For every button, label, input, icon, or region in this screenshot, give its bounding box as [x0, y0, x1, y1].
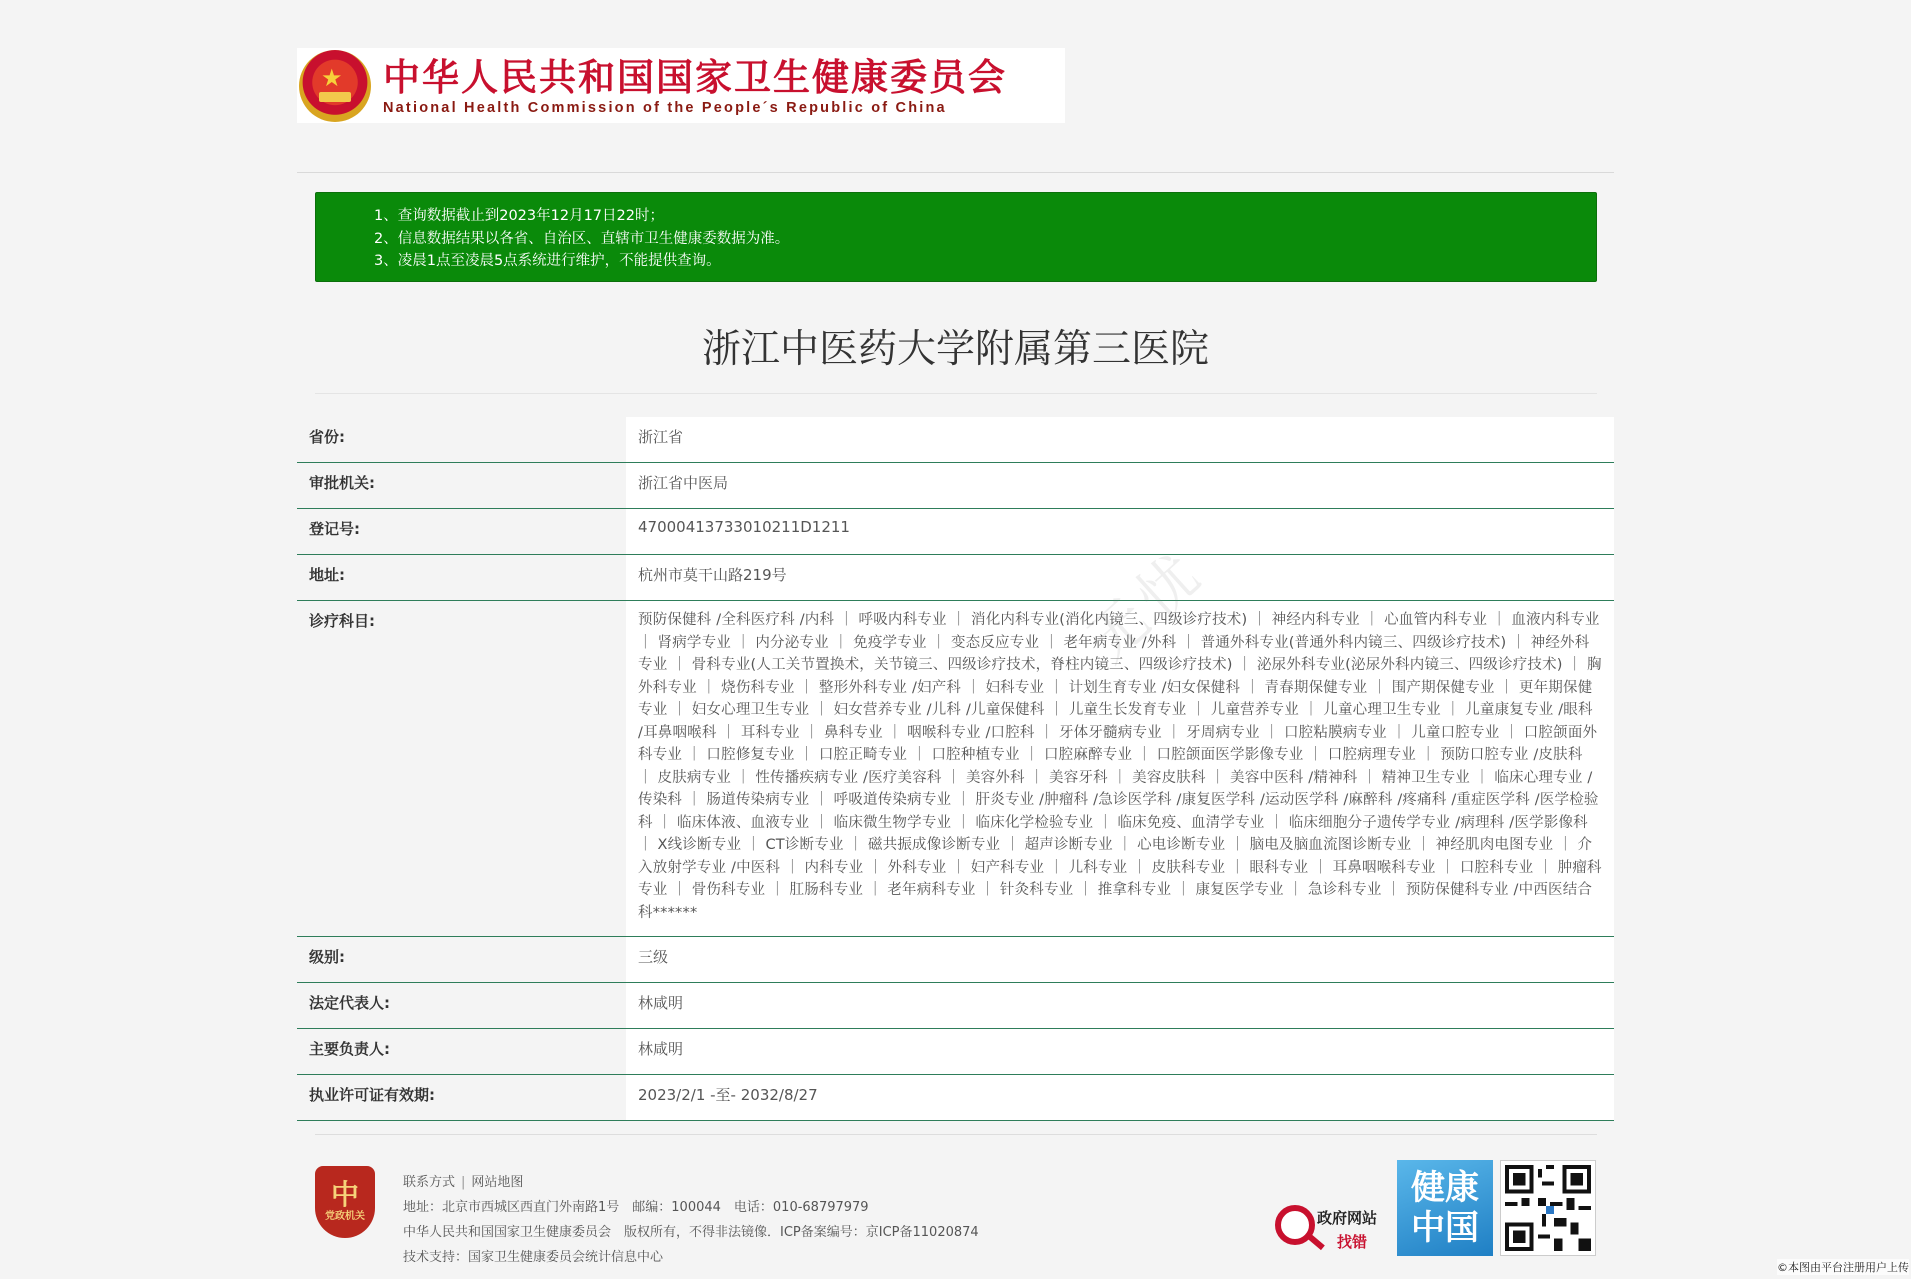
notice-line: 2、信息数据结果以各省、自治区、直辖市卫生健康委数据为准。	[374, 230, 790, 247]
row-address	[297, 555, 1614, 601]
footer-link-sitemap[interactable]: 网站地图	[471, 1175, 524, 1190]
footer-support: 技术支持：国家卫生健康委员会统计信息中心	[403, 1250, 664, 1265]
footer-divider	[315, 1134, 1597, 1135]
notice-line: 1、查询数据截止到2023年12月17日22时；	[374, 208, 664, 224]
row-level	[297, 937, 1614, 983]
field-label: 法定代表人:	[309, 994, 390, 1012]
row-principal	[297, 1029, 1614, 1075]
field-label: 执业许可证有效期:	[309, 1086, 435, 1104]
field-value: 三级	[626, 937, 1614, 982]
row-province	[297, 417, 1614, 463]
national-emblem-icon: ★	[299, 50, 371, 122]
gov-site-error-report-button[interactable]	[1275, 1199, 1387, 1255]
hospital-title: 浙江中医药大学附属第三医院	[701, 327, 1209, 372]
field-value: 47000413733010211D1211	[626, 509, 1614, 554]
footer-copyright: 中华人民共和国国家卫生健康委员会 版权所有，不得非法镜像．ICP备案编号：京ICP备11020874	[403, 1225, 979, 1240]
org-name-en: National Health Commission of the People´s Republic of China	[383, 99, 947, 116]
health-china-logo[interactable]	[1397, 1160, 1493, 1256]
badge-text: 党政机关	[325, 1211, 365, 1222]
field-label: 级别:	[309, 948, 345, 966]
field-value: 林咸明	[626, 983, 1614, 1028]
nhc-banner[interactable]	[297, 48, 1065, 123]
health-china-bottom: 中国	[1411, 1208, 1479, 1248]
row-registration-number	[297, 509, 1614, 555]
field-label: 地址:	[309, 566, 345, 584]
badge-glyph: 中	[330, 1178, 359, 1211]
field-label: 登记号:	[309, 520, 360, 538]
party-organ-badge-icon[interactable]	[315, 1166, 375, 1238]
magnifier-icon	[1275, 1205, 1315, 1245]
field-value: 2023/2/1 -至- 2032/8/27	[626, 1075, 1614, 1120]
field-value: 林咸明	[626, 1029, 1614, 1074]
field-label: 诊疗科目:	[309, 612, 375, 630]
upload-credit: ©本图由平台注册用户上传	[1777, 1261, 1909, 1274]
field-value: 浙江省中医局	[626, 463, 1614, 508]
row-license-validity	[297, 1075, 1614, 1121]
footer-info: 联系方式 | 网站地图 地址：北京市西城区西直门外南路1号 邮编：100044 电话：010-68797979 中华人民共和国国家卫生健康委员会 版权所有，不得非法镜像．ICP备案编号：京ICP备11020874 技术支持：国家卫生健康委员会统计信息中心	[403, 1170, 979, 1270]
row-approval-authority	[297, 463, 1614, 509]
departments-list: 预防保健科 /全科医疗科 /内科 ｜ 呼吸内科专业 ｜ 消化内科专业(消化内镜三、四级诊疗技术) ｜ 神经内科专业 ｜ 心血管内科专业 ｜ 血液内科专业 ｜ 肾病学专业 ｜ 内分泌专业 ｜ 免疫学专业 ｜ 变态反应专业 ｜ 老年病专业 /外科 ｜ 普通外科专业(普通外科内镜三、四级诊疗技术) ｜ 神经外科专业 ｜ 骨科专业(人工关节置换术，关节镜三、四级诊疗技术，脊柱内镜三、四级诊疗技术) ｜ 泌尿外科专业(泌尿外科内镜三、四级诊疗技术) ｜ 胸外科专业 ｜ 烧伤科专业 ｜ 整形外科专业 /妇产科 ｜ 妇科专业 ｜ 计划生育专业 /妇女保健科 ｜ 青春期保健专业 ｜ 围产期保健专业 ｜ 更年期保健专业 ｜ 妇女心理卫生专业 ｜ 妇女营养专业 /儿科 /儿童保健科 ｜ 儿童生长发育专业 ｜ 儿童营养专业 ｜ 儿童心理卫生专业 ｜ 儿童康复专业 /眼科 /耳鼻咽喉科 ｜ 耳科专业 ｜ 鼻科专业 ｜ 咽喉科专业 /口腔科 ｜ 牙体牙髓病专业 ｜ 牙周病专业 ｜ 口腔粘膜病专业 ｜ 儿童口腔专业 ｜ 口腔颌面外科专业 ｜ 口腔修复专业 ｜ 口腔正畸专业 ｜ 口腔种植专业 ｜ 口腔麻醉专业 ｜ 口腔颌面医学影像专业 ｜ 口腔病理专业 ｜ 预防口腔专业 /皮肤科 ｜ 皮肤病专业 ｜ 性传播疾病专业 /医疗美容科 ｜ 美容外科 ｜ 美容牙科 ｜ 美容皮肤科 ｜ 美容中医科 /精神科 ｜ 精神卫生专业 ｜ 临床心理专业 /传染科 ｜ 肠道传染病专业 ｜ 呼吸道传染病专业 ｜ 肝炎专业 /肿瘤科 /急诊医学科 /康复医学科 /运动医学科 /麻醉科 /疼痛科 /重症医学科 /医学检验科 ｜ 临床体液、血液专业 ｜ 临床微生物学专业 ｜ 临床化学检验专业 ｜ 临床免疫、血清学专业 ｜ 临床细胞分子遗传学专业 /病理科 /医学影像科 ｜ X线诊断专业 ｜ CT诊断专业 ｜ 磁共振成像诊断专业 ｜ 超声诊断专业 ｜ 心电诊断专业 ｜ 脑电及脑血流图诊断专业 ｜ 神经肌肉电图专业 ｜ 介入放射学专业 /中医科 ｜ 内科专业 ｜ 外科专业 ｜ 妇产科专业 ｜ 儿科专业 ｜ 皮肤科专业 ｜ 眼科专业 ｜ 耳鼻咽喉科专业 ｜ 口腔科专业 ｜ 肿瘤科专业 ｜ 骨伤科专业 ｜ 肛肠科专业 ｜ 老年病科专业 ｜ 针灸科专业 ｜ 推拿科专业 ｜ 康复医学专业 ｜ 急诊科专业 ｜ 预防保健科专业 /中西医结合科******	[626, 601, 1614, 936]
health-china-top: 健康	[1411, 1168, 1479, 1208]
qr-code-icon	[1500, 1160, 1596, 1256]
gov-find-label: 政府网站	[1317, 1209, 1378, 1227]
row-legal-representative	[297, 983, 1614, 1029]
field-label: 审批机关:	[309, 474, 375, 492]
row-departments	[297, 601, 1614, 937]
field-label: 主要负责人:	[309, 1040, 390, 1058]
org-name-cn: 中华人民共和国国家卫生健康委员会	[383, 54, 1007, 99]
notice-box	[315, 192, 1597, 282]
field-label: 省份:	[309, 428, 345, 446]
field-value: 浙江省	[626, 417, 1614, 462]
field-value: 杭州市莫干山路219号	[626, 555, 1614, 600]
gov-find-sub: 找错	[1337, 1233, 1368, 1251]
footer-link-contact[interactable]: 联系方式	[403, 1175, 456, 1190]
info-table	[297, 417, 1614, 1121]
title-divider	[315, 393, 1597, 394]
notice-line: 3、凌晨1点至凌晨5点系统进行维护，不能提供查询。	[374, 253, 721, 269]
footer-address: 地址：北京市西城区西直门外南路1号 邮编：100044 电话：010-68797979	[403, 1200, 869, 1215]
header-divider	[297, 172, 1614, 173]
